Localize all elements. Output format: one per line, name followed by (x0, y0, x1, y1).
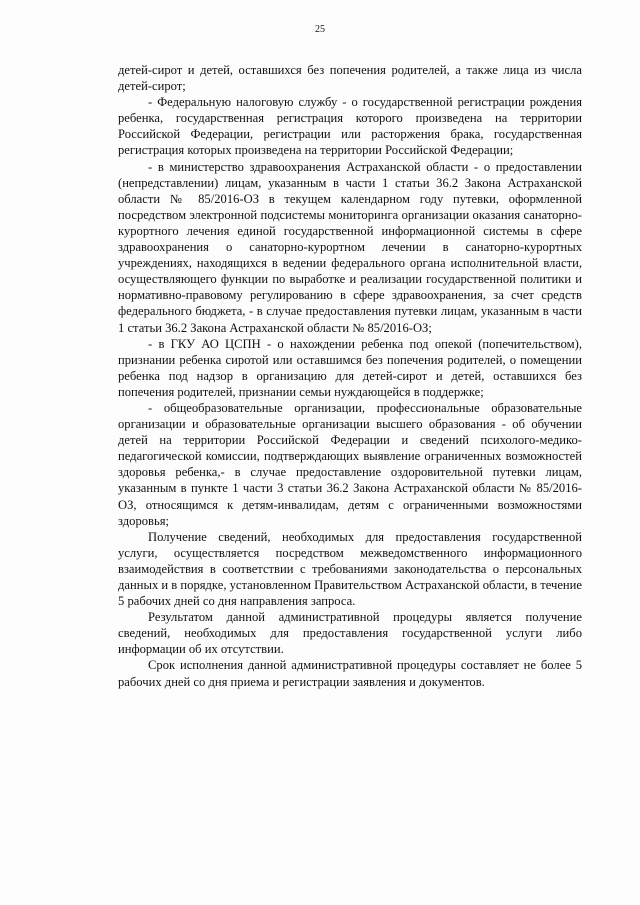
paragraph-procedure-result: Результатом данной административной процедуры является получение сведений, необходимых для предоставления государственной услуги либо информации об их отсутствии. (118, 610, 582, 657)
paragraph-gku-cspn: - в ГКУ АО ЦСПН - о нахождении ребенка под опекой (попечительством), признании ребенка сиротой или оставшимся без попечения родителей, о помещении ребенка под надзор в организацию для детей-сирот и детей, оставшихся без попечения родителей, признании семьи нуждающейся в поддержке; (118, 336, 582, 399)
paragraph-information-receipt: Получение сведений, необходимых для предоставления государственной услуги, осуществляется посредством межведомственного информационного взаимодействия в соответствии с требованиями законодательства о персональных данных и в порядке, установленном Правительством Астраханской области, в течение 5 рабочих дней со дня направления запроса. (118, 529, 582, 609)
paragraph-tax-service: - Федеральную налоговую службу - о государственной регистрации рождения ребенка, государственная регистрация которого произведена на территории Российской Федерации, регистрации или расторжения брака, государственная регистрация которых произведена на территории Российской Федерации; (118, 95, 582, 158)
document-body (118, 62, 582, 690)
page-number: 25 (315, 24, 325, 35)
paragraph-continuation: детей-сирот и детей, оставшихся без попечения родителей, а также лица из числа детей-сирот; (118, 63, 582, 94)
paragraph-education-orgs: - общеобразовательные организации, профессиональные образовательные организации и образовательные организации высшего образования - об обучении детей на территории Российской Федерации и сведений психолого-медико-педагогической комиссии, подтверждающих выявление ограниченных возможностей здоровья ребенка,- в случае предоставление оздоровительной путевки лицам, указанным в пункте 1 части 3 статьи 36.2 Закона Астраханской области № 85/2016-ОЗ, относящимся к детям-инвалидам, детям с ограниченными возможностями здоровья; (118, 400, 582, 528)
paragraph-health-ministry: - в министерство здравоохранения Астраханской области - о предоставлении (непредставлении) лицам, указанным в части 1 статьи 36.2 Закона Астраханской области № 85/2016-ОЗ в текущем календарном году путевки, оформленной посредством электронной подсистемы мониторинга организации оказания санаторно-курортного лечения единой государственной информационной системы в сфере здравоохранения о санаторно-курортном лечении в санаторно-курортных учреждениях, находящихся в ведении федерального органа исполнительной власти, осуществляющего функции по выработке и реализации государственной политики и нормативно-правовому регулированию в сфере здравоохранения, за счет средств федерального бюджета, - в случае предоставления путевки лицам, указанным в части 1 статьи 36.2 Закона Астраханской области № 85/2016-ОЗ; (118, 159, 582, 335)
paragraph-procedure-deadline: Срок исполнения данной административной процедуры составляет не более 5 рабочих дней со дня приема и регистрации заявления и документов. (118, 658, 582, 689)
